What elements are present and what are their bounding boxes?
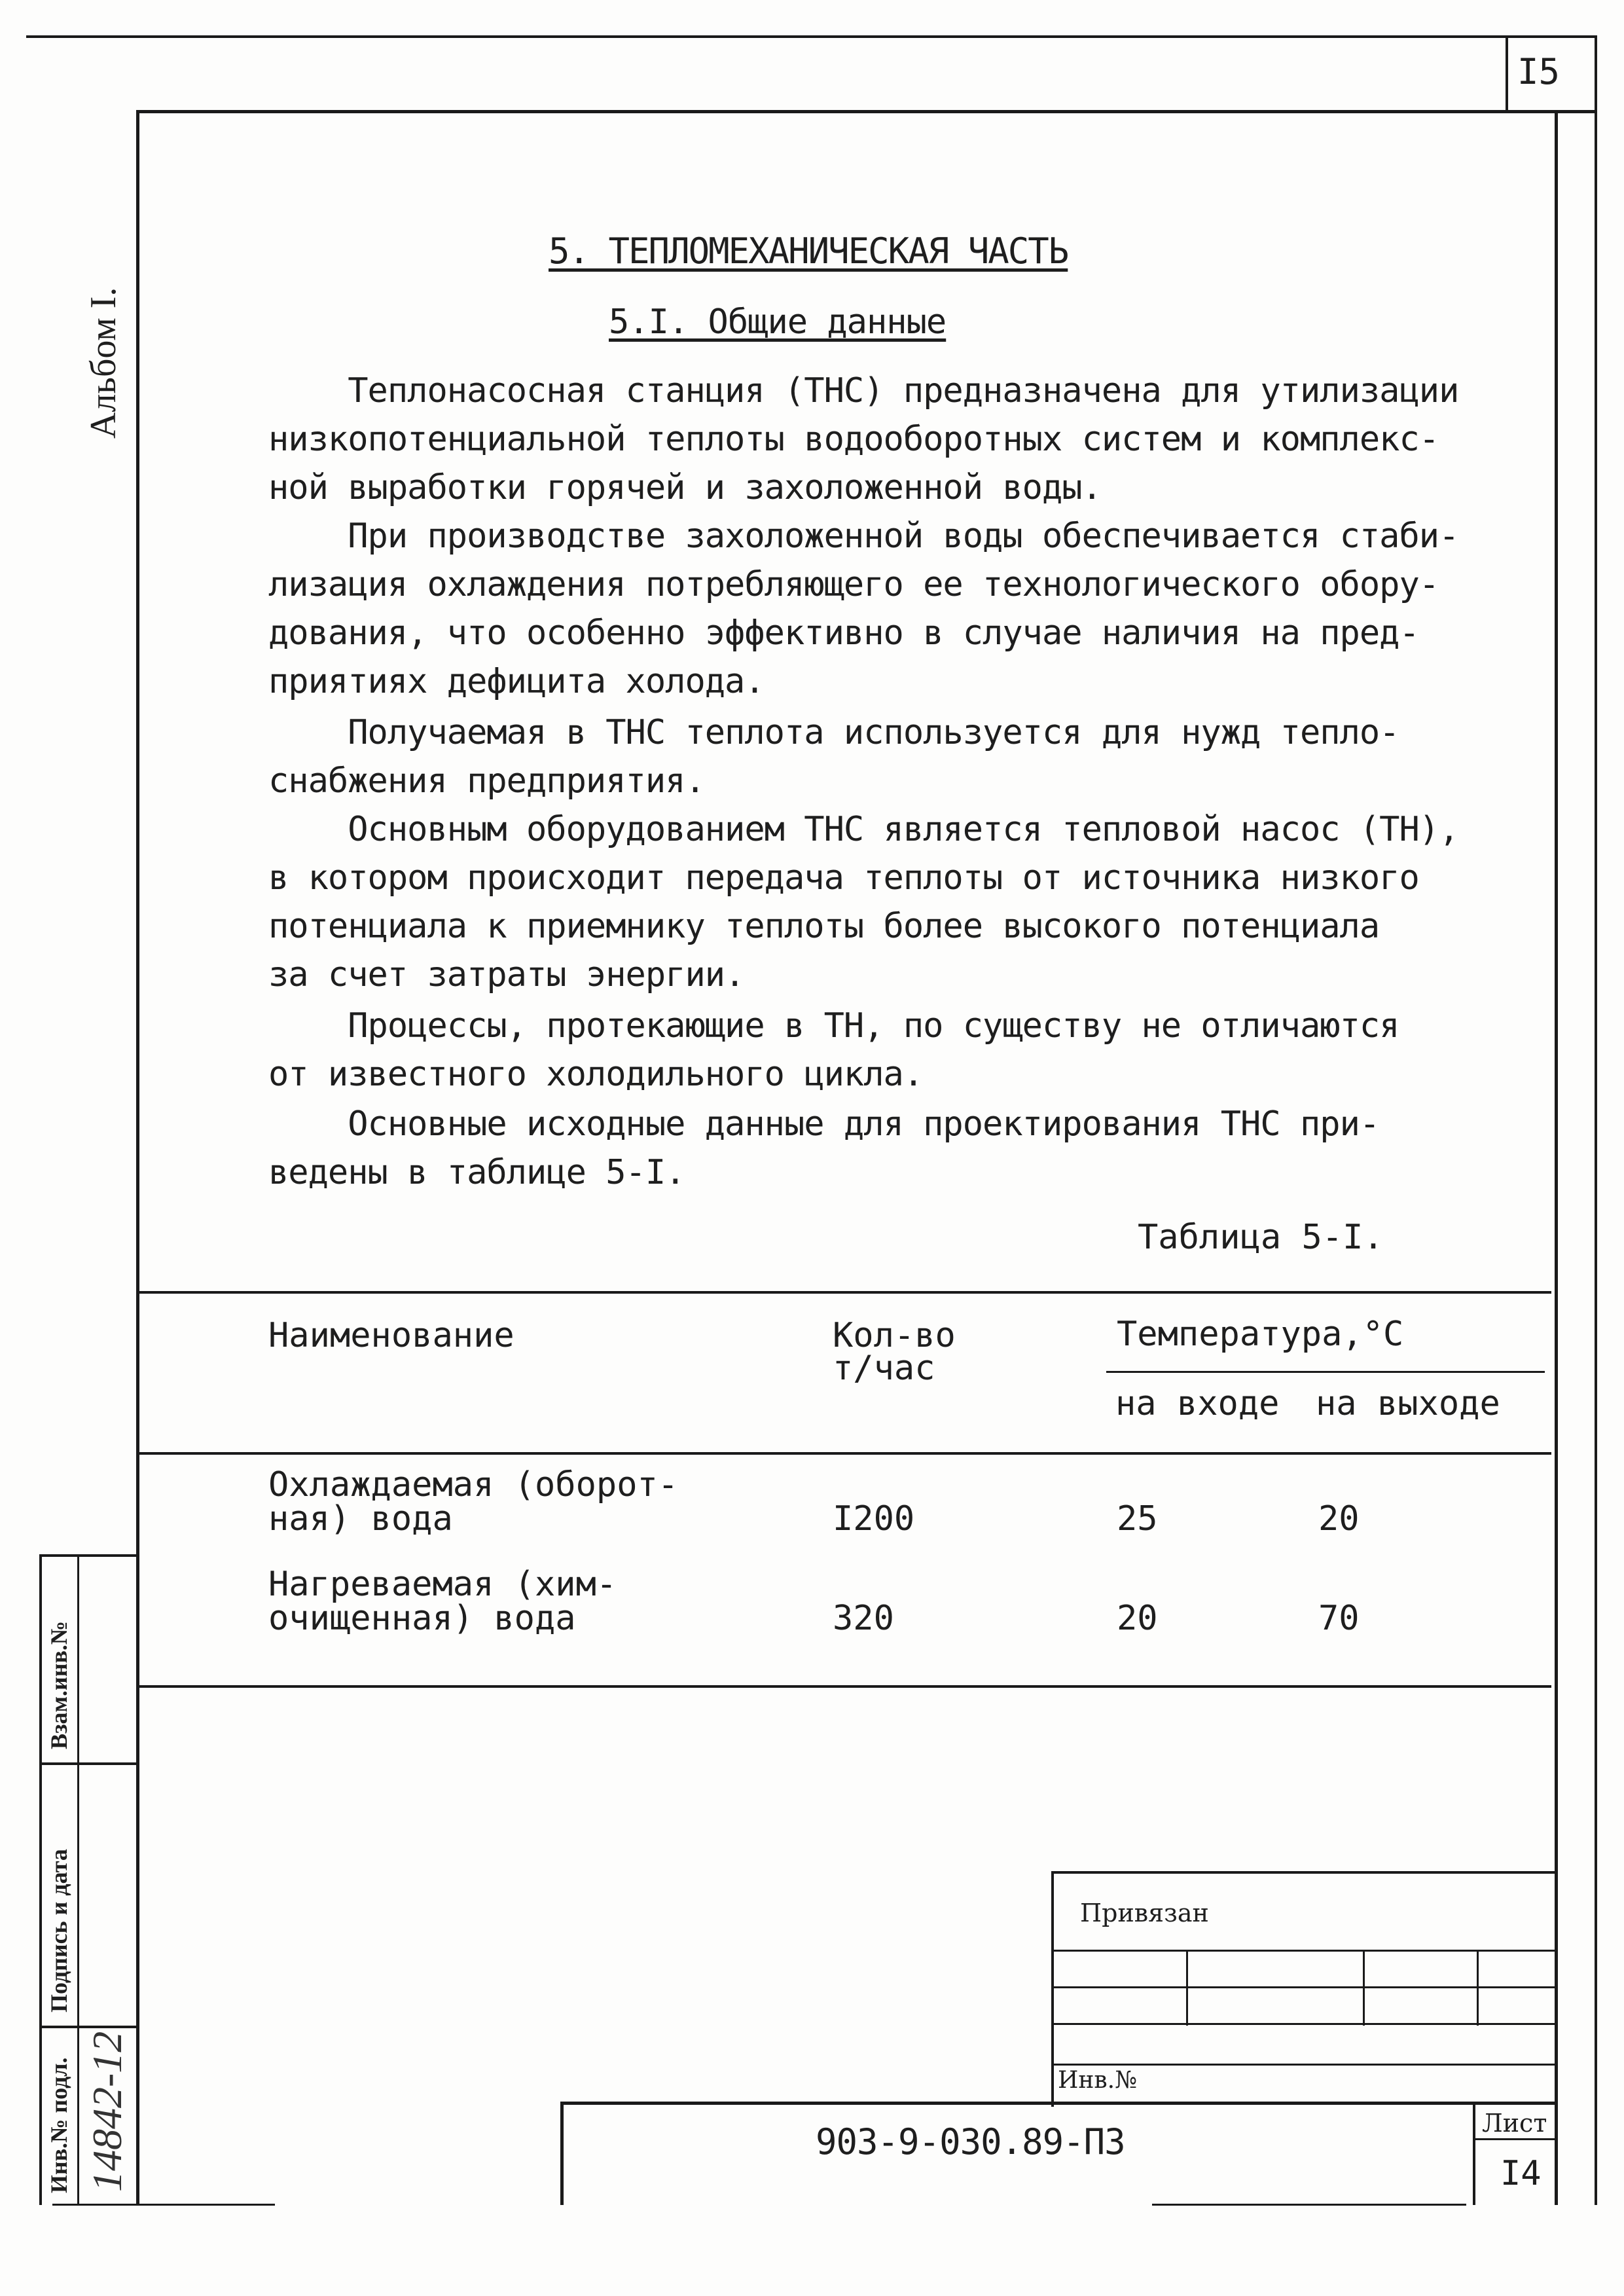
paragraph-6 (268, 1100, 1512, 1197)
row1-qty: I200 (833, 1499, 915, 1539)
side-stamp-outer (39, 1554, 42, 2205)
p4-line3: потенциала к приемнику теплоты более высокого потенциала (268, 907, 1380, 946)
temp-subheader-rule (1106, 1371, 1545, 1373)
p6-line1: Основные исходные данные для проектирования ТНС при- (348, 1104, 1380, 1144)
paragraph-3 (268, 708, 1512, 805)
row1-name-line1: Охлаждаемая (оборот- (268, 1465, 679, 1504)
table-bottom-rule (137, 1685, 1551, 1688)
pagebox-left (1506, 35, 1508, 111)
header-temp (1117, 1316, 1403, 1353)
p1-line2: низкопотенциальной теплоты водооборотных систем и комплекс- (268, 420, 1439, 459)
row2-outlet: 70 (1318, 1599, 1360, 1638)
side-stamp-rule-2 (39, 2026, 137, 2028)
p4-line1: Основным оборудованием ТНС является тепловой насос (ТН), (348, 810, 1459, 849)
table-top-rule (137, 1291, 1551, 1294)
sheet-label: Лист (1482, 2109, 1547, 2138)
header-qty-line1: Кол-во (833, 1316, 956, 1355)
tied-row-rule-1 (1051, 1950, 1557, 1952)
tied-row-rule-3 (1051, 2023, 1557, 2025)
subsection-title: 5.I. Общие данные (609, 302, 947, 342)
tied-col-2 (1363, 1950, 1365, 2026)
top-rule (26, 35, 1597, 38)
stamp-left (560, 2102, 564, 2205)
p3-line2: снабжения предприятия. (268, 761, 705, 801)
frame-top (137, 110, 1597, 113)
p4-line2: в котором происходит передача теплоты от источника низкого (268, 858, 1419, 898)
bottom-rule-left (52, 2204, 275, 2206)
p1-line3: ной выработки горячей и захоложенной воды. (268, 468, 1102, 507)
side-stamp-top (39, 1554, 137, 1557)
p2-line1: При производстве захоложенной воды обеспечивается стаби- (348, 517, 1459, 556)
stamp-top (560, 2102, 1557, 2105)
table-header-rule (137, 1452, 1551, 1455)
row2-inlet: 20 (1117, 1599, 1158, 1638)
p2-line2: лизация охлаждения потребляющего ее технологического обору- (268, 565, 1439, 604)
side-vzam-inv: Взам.инв.№ (46, 1620, 72, 1749)
document-code: 903-9-030.89-ПЗ (816, 2121, 1125, 2162)
tied-block-left (1051, 1871, 1054, 2107)
tied-label: Привязан (1080, 1899, 1209, 1927)
header-temp-label: Температура, (1117, 1315, 1363, 1354)
p5-line1: Процессы, протекающие в ТН, по существу не отличаются (348, 1006, 1399, 1046)
tied-col-1 (1186, 1950, 1188, 2026)
section-title: 5. ТЕПЛОМЕХАНИЧЕСКАЯ ЧАСТЬ (549, 230, 1068, 272)
row1-inlet: 25 (1117, 1499, 1158, 1539)
p3-line1: Получаемая в ТНС теплота используется для нужд тепло- (348, 713, 1399, 752)
sheet-number: I4 (1500, 2154, 1542, 2193)
side-stamp-rule-1 (39, 1762, 137, 1765)
p2-line3: дования, что особенно эффективно в случае наличия на пред- (268, 613, 1419, 653)
frame-left (136, 110, 139, 2205)
frame-right-inner (1555, 110, 1558, 2205)
p2-line4: приятиях дефицита холода. (268, 662, 765, 701)
p6-line2: ведены в таблице 5-I. (268, 1153, 685, 1192)
header-qty-line2: т/час (833, 1349, 935, 1388)
p4-line4: за счет затраты энергии. (268, 955, 745, 994)
table-caption: Таблица 5-I. (1138, 1218, 1384, 1257)
header-inlet: на входе (1115, 1384, 1280, 1423)
inv-label: Инв.№ (1058, 2067, 1138, 2094)
tied-col-3 (1477, 1950, 1479, 2026)
paragraph-1 (268, 367, 1512, 512)
paragraph-5 (268, 1002, 1512, 1099)
row2-name-line2: очищенная) вода (268, 1599, 576, 1638)
header-temp-unit: °С (1362, 1315, 1404, 1354)
header-name: Наименование (268, 1316, 514, 1355)
side-signature-date: Подпись и дата (46, 1849, 72, 2013)
row2-qty: 320 (833, 1599, 894, 1638)
p1-line1: Теплонасосная станция (ТНС) предназначена для утилизации (348, 371, 1459, 410)
paragraph-4 (268, 805, 1512, 999)
sheet-box-mid (1473, 2138, 1558, 2140)
p5-line2: от известного холодильного цикла. (268, 1055, 924, 1094)
row2-name-line1: Нагреваемая (хим- (268, 1565, 617, 1604)
tied-row-rule-4 (1051, 2064, 1557, 2066)
album-label: Альбом I. (83, 287, 124, 439)
bottom-rule-right (1152, 2204, 1466, 2206)
tied-row-rule-2 (1051, 1986, 1557, 1988)
tied-block-top (1051, 1871, 1557, 1874)
row1-outlet: 20 (1318, 1499, 1360, 1539)
sheet-box-left (1473, 2102, 1475, 2205)
row1-name-line2: ная) вода (268, 1499, 453, 1539)
side-inv-original: Инв.№ подл. (46, 2057, 72, 2193)
page-number: I5 (1517, 51, 1561, 92)
header-outlet: на выходе (1316, 1384, 1500, 1423)
frame-right-outer (1595, 35, 1597, 2205)
side-stamp-divider (77, 1554, 79, 2205)
paragraph-2 (268, 512, 1512, 706)
side-inv-original-value: 14842-12 (84, 2031, 130, 2192)
